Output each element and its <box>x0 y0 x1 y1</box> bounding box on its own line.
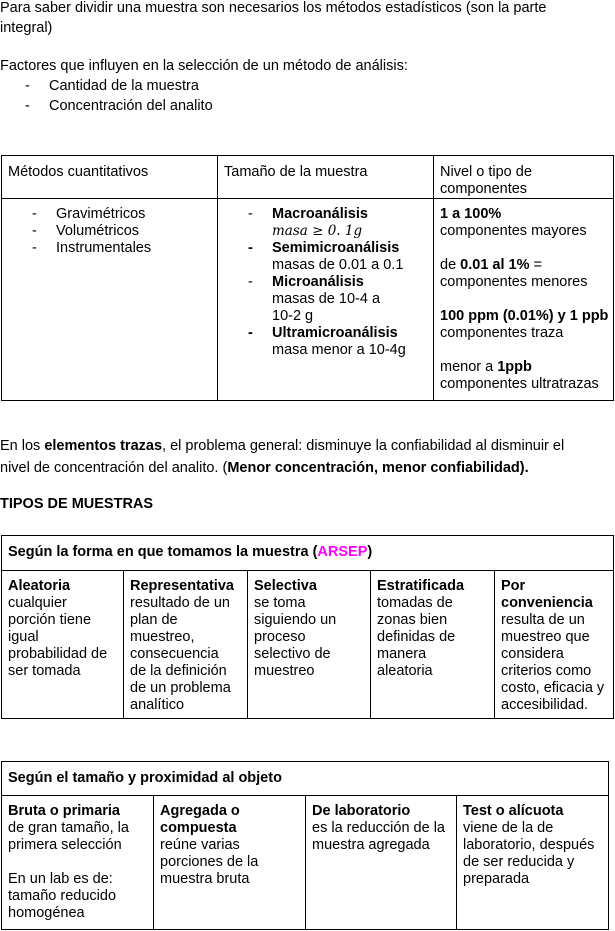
form-col-selectiva: Selectiva se toma siguiendo un proceso selectivo de muestreo <box>248 571 371 719</box>
levels-cell <box>434 199 614 401</box>
intro-paragraph <box>0 0 612 37</box>
micro-detail: masas de 10-4 a <box>272 291 381 307</box>
form-col-aleatoria: Aleatoria cualquier porción tiene igual probabilidad de ser tomada <box>2 571 124 719</box>
ultratrace-line: menor a 1ppb <box>440 359 532 375</box>
minor-line: de 0.01 al 1% = <box>440 257 542 273</box>
size-col-bruta: Bruta o primaria de gran tamaño, la primera selección En un lab es de: tamaño reducido homogénea <box>2 796 154 930</box>
trace-range: 100 ppm (0.01%) y 1 ppb <box>440 308 609 324</box>
traces-line-2: nivel de concentración del analito. (Menor concentración, menor confiabilidad). <box>0 460 529 476</box>
list-item: - Instrumentales <box>32 240 152 256</box>
traces-paragraph <box>0 435 612 479</box>
form-col-conveniencia: Por conveniencia resulta de un muestreo que considera criterios como costo, eficacia y accesibilidad. <box>495 571 614 719</box>
list-item: - Concentración del analito <box>25 98 213 114</box>
major-range: 1 a 100% <box>440 206 502 222</box>
major-text: componentes mayores <box>440 223 587 239</box>
list-item: - Cantidad de la muestra <box>25 78 199 94</box>
list-item: - Gravimétricos <box>32 206 146 222</box>
acronym: ARSEP <box>317 544 368 560</box>
form-table <box>1 535 614 719</box>
size-col-alicuota: Test o alícuota viene de la de laboratorio, después de ser reducida y preparada <box>457 796 609 930</box>
factors-title: Factores que influyen en la selección de un método de análisis: <box>0 58 408 74</box>
section-title: TIPOS DE MUESTRAS <box>0 496 154 512</box>
list-item: - Volumétricos <box>32 223 140 239</box>
minor-text: componentes menores <box>440 274 588 290</box>
form-col-estratificada: Estratificada tomadas de zonas bien definidas de manera aleatoria <box>371 571 495 719</box>
size-table <box>1 761 609 930</box>
factors-list <box>0 78 612 115</box>
traces-line-1: En los elementos trazas, el problema general: disminuye la confiabilidad al disminuir el <box>0 438 565 454</box>
factors-block <box>0 58 612 115</box>
methods-table <box>1 155 614 401</box>
list-item: - Ultramicroanálisis <box>248 325 398 341</box>
form-table-row <box>2 571 614 719</box>
list-item: - Semimicroanálisis <box>248 240 400 256</box>
size-col-laboratorio: De laboratorio es la reducción de la muestra agregada <box>306 796 457 930</box>
macro-formula: masa ≥ 0. 1g <box>272 223 363 239</box>
semi-detail: masas de 0.01 a 0.1 <box>272 257 404 273</box>
methods-cell <box>2 199 218 401</box>
methods-header: Métodos cuantitativos <box>2 156 218 199</box>
ultratrace-text: componentes ultratrazas <box>440 376 599 392</box>
intro-line-1: Para saber dividir una muestra son necesarios los métodos estadísticos (son la parte <box>0 0 547 16</box>
trace-text: componentes traza <box>440 325 564 341</box>
sizes-cell <box>218 199 434 401</box>
level-header: Nivel o tipo de componentes <box>434 156 614 199</box>
micro-detail: 10-2 g <box>272 308 314 324</box>
size-table-title: Según el tamaño y proximidad al objeto <box>2 762 609 796</box>
size-col-agregada: Agregada o compuesta reúne varias porciones de la muestra bruta <box>154 796 306 930</box>
size-header: Tamaño de la muestra <box>218 156 434 199</box>
list-item: - Macroanálisis <box>248 206 368 222</box>
form-table-title: Según la forma en que tomamos la muestra (ARSEP) <box>2 536 614 571</box>
form-col-representativa: Representativa resultado de un plan de muestreo, consecuencia de la definición de un problema analítico <box>124 571 248 719</box>
intro-line-2: integral) <box>0 20 53 36</box>
list-item: - Microanálisis <box>248 274 364 290</box>
ultra-detail: masa menor a 10-4g <box>272 342 406 358</box>
size-table-row <box>2 796 609 930</box>
